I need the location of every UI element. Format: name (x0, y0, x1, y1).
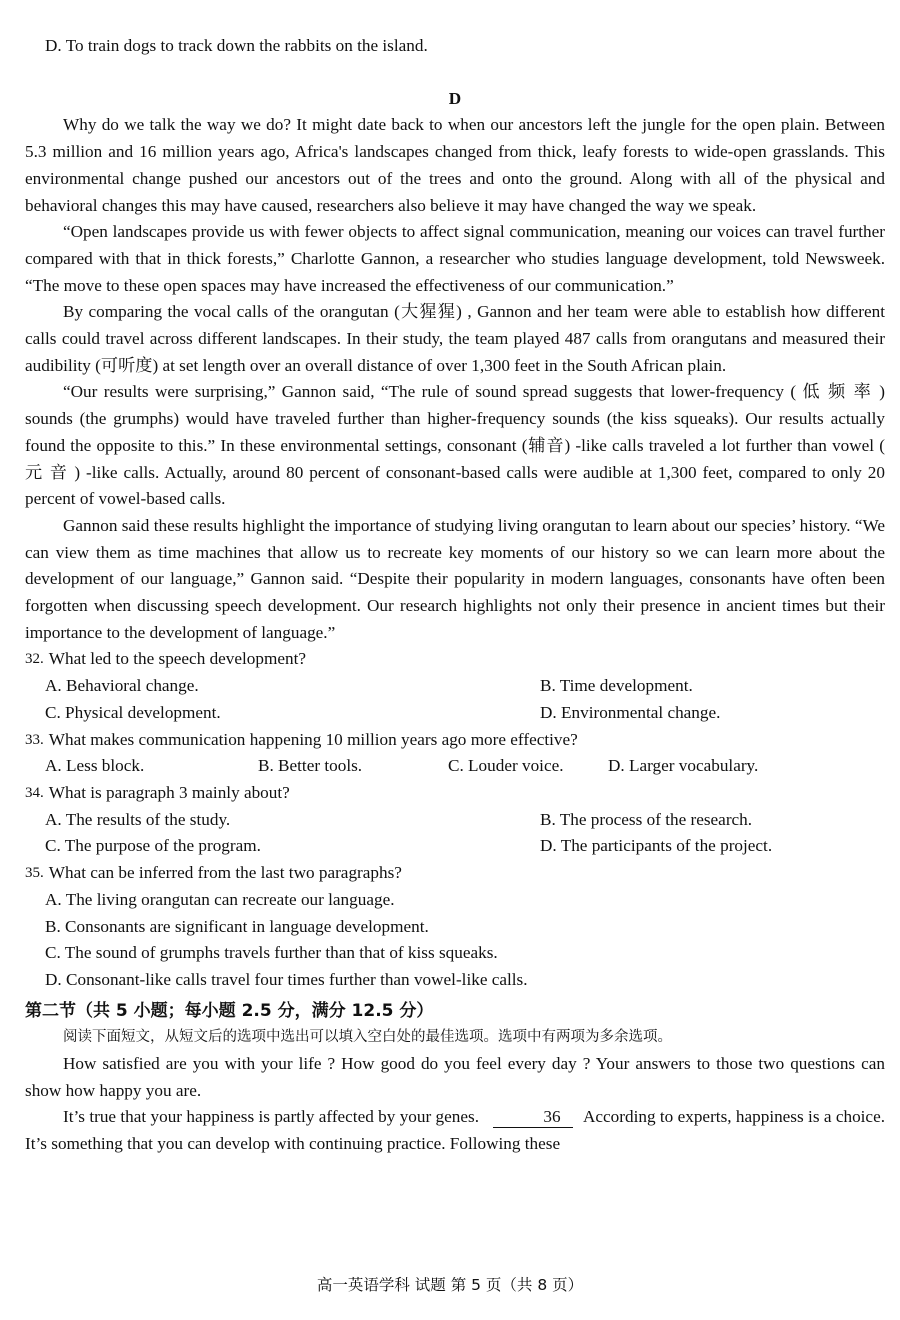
cloze-text-before-blank: It’s true that your happiness is partly affected by your genes. (63, 1107, 479, 1127)
question-32 (25, 646, 885, 726)
question-number: 34. (25, 784, 44, 801)
passage-paragraph-3: By comparing the vocal calls of the orangutan (大猩猩) , Gannon and her team were able to establish how different calls could travel across different landscapes. In their study, the team played 487 calls from orangutans and measured their audibility (可听度) at set length over an overall distance of over 1,300 feet in the South African plain. (25, 302, 885, 375)
question-35 (25, 860, 885, 994)
passage-paragraph-4: “Our results were surprising,” Gannon said, “The rule of sound spread suggests that lower-frequency ( 低 频 率 ) sounds (the grumphs) would have traveled further than higher-frequency sounds (the kiss squeaks). Our results actually found the opposite to this.” In these environmental settings, consonant (辅音) -like calls traveled a lot further than vowel ( 元 音 ) -like calls. Actually, around 80 percent of consonant-based calls were audible at 1,300 feet, compared to only 20 percent of vowel-based calls. (25, 382, 885, 509)
option-a[interactable]: A. Behavioral change. (45, 676, 199, 696)
passage-paragraph-5: Gannon said these results highlight the importance of studying living orangutan to learn about our species’ history. “We can view them as time machines that allow us to recreate key moments of our history so we can learn more about the development of our language,” Gannon said. “Despite their popularity in modern languages, consonants have often been forgotten when discussing speech development. Our research highlights not only their presence in ancient times but their importance to the development of language.” (25, 515, 885, 642)
option-c[interactable]: C. The purpose of the program. (45, 836, 261, 856)
question-stem: What is paragraph 3 mainly about? (48, 782, 290, 802)
exam-page (25, 33, 885, 1158)
option-c[interactable]: C. Physical development. (45, 702, 221, 722)
question-number: 32. (25, 651, 44, 668)
option-b[interactable]: B. Better tools. (258, 756, 363, 776)
previous-question-option-d: D. To train dogs to track down the rabbits on the island. (45, 36, 428, 55)
option-b[interactable]: B. The process of the research. (540, 809, 753, 829)
section-heading: 第二节（共 5 小题；每小题 2.5 分，满分 12.5 分） (25, 1000, 434, 1021)
option-c[interactable]: C. Louder voice. (448, 756, 564, 776)
question-number: 33. (25, 731, 44, 748)
option-d[interactable]: D. Larger vocabulary. (608, 756, 759, 776)
option-a[interactable]: A. The living orangutan can recreate our language. (45, 889, 395, 909)
cloze-paragraph-2 (25, 1104, 885, 1157)
question-stem: What led to the speech development? (48, 649, 306, 669)
passage-letter: D (448, 88, 462, 108)
page-footer: 高一英语学科 试题 第 5 页（共 8 页） (316, 1276, 584, 1294)
answer-blank-36[interactable]: 36 (493, 1107, 573, 1128)
option-d[interactable]: D. The participants of the project. (540, 836, 773, 856)
option-a[interactable]: A. Less block. (45, 756, 145, 776)
passage-paragraph-1: Why do we talk the way we do? It might date back to when our ancestors left the jungle for the open plain. Between 5.3 million and 16 million years ago, Africa's landscapes changed from thick, leafy forests to wide-open grasslands. This environmental change pushed our ancestors out of the trees and onto the ground. Along with all of the physical and behavioral changes this may have caused, researchers also believe it may have changed the way we speak. (25, 115, 885, 215)
question-stem: What can be inferred from the last two paragraphs? (48, 863, 402, 883)
section-instruction: 阅读下面短文，从短文后的选项中选出可以填入空白处的最佳选项。选项中有两项为多余选项。 (63, 1029, 672, 1046)
question-33 (25, 727, 885, 780)
question-34 (25, 780, 885, 860)
cloze-paragraph-1: How satisfied are you with your life ? How good do you feel every day ? Your answers to those two questions can show how happy you are. (25, 1054, 885, 1100)
question-stem: What makes communication happening 10 million years ago more effective? (48, 729, 578, 749)
option-d[interactable]: D. Environmental change. (540, 702, 721, 722)
cloze-text-after-blank: According to experts, happiness is a choice. It’s something that you can develop with continuing practice. Following these (25, 1107, 885, 1154)
section-2 (25, 998, 885, 1158)
option-a[interactable]: A. The results of the study. (45, 809, 231, 829)
option-b[interactable]: B. Time development. (540, 676, 693, 696)
option-d[interactable]: D. Consonant-like calls travel four times further than vowel-like calls. (45, 969, 528, 989)
passage-paragraph-2: “Open landscapes provide us with fewer objects to affect signal communication, meaning our voices can travel further compared with that in thick forests,” Charlotte Gannon, a researcher who studies language development, told Newsweek. “The move to these open spaces may have increased the effectiveness of our communication.” (25, 222, 885, 295)
reading-passage (25, 112, 885, 646)
question-number: 35. (25, 865, 44, 882)
option-b[interactable]: B. Consonants are significant in language development. (45, 916, 429, 936)
option-c[interactable]: C. The sound of grumphs travels further than that of kiss squeaks. (45, 943, 498, 963)
